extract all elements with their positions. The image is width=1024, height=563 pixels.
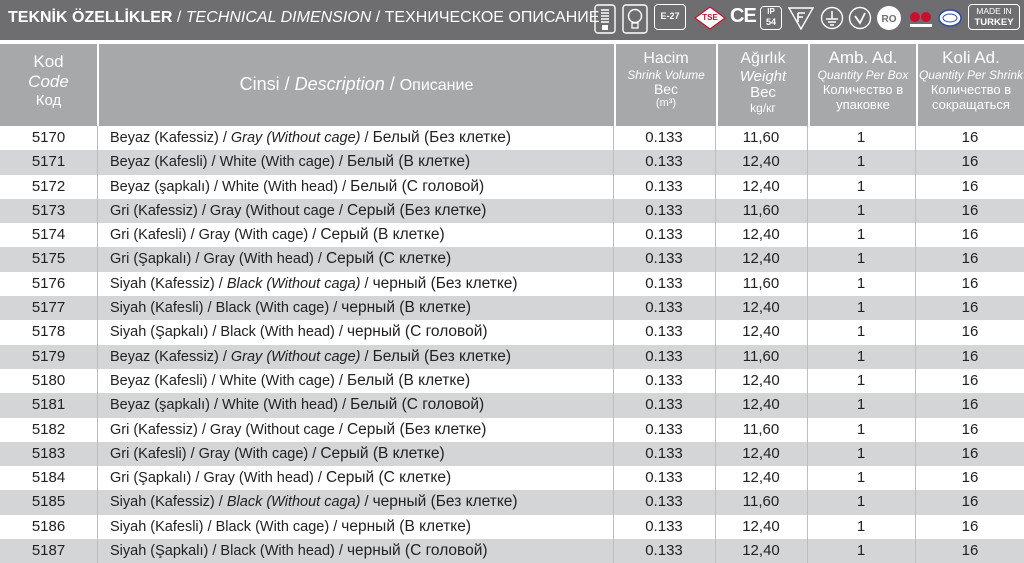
cell-qty-box: 1 — [856, 493, 866, 511]
cell-weight: 11,60 — [742, 420, 780, 438]
desc-ru: черный (В клетке) — [341, 299, 472, 317]
cell-qty-box: 1 — [856, 517, 866, 535]
col-koli-en: Quantity Per Shrink — [918, 68, 1024, 82]
cell-weight: 12,40 — [742, 250, 780, 268]
desc-sep-2: / — [360, 494, 373, 511]
desc-sep-2: / — [334, 543, 347, 560]
cell-weight: 12,40 — [742, 177, 780, 195]
desc-sep-1: / — [214, 275, 227, 292]
oval-mark-icon — [938, 8, 962, 28]
desc-en: Black (With cage) — [215, 300, 330, 317]
desc-ru: Серый (В клетке) — [320, 444, 445, 462]
desc-sep-2: / — [313, 470, 326, 487]
desc-tr: Siyah (Şapkalı) — [110, 324, 209, 341]
cell-weight: 12,40 — [742, 517, 780, 535]
desc-sep-2: / — [338, 397, 351, 414]
desc-ru: Серый (В клетке) — [320, 226, 445, 244]
cell-weight: 12,40 — [742, 542, 780, 560]
cell-description — [98, 247, 613, 271]
desc-en: Gray (With cage) — [198, 227, 309, 244]
earth-ground-icon — [820, 6, 844, 30]
desc-tr: Siyah (Kafesli) — [110, 300, 204, 317]
table-row — [0, 369, 1024, 393]
cell-volume: 0.133 — [645, 347, 683, 365]
desc-sep-1: / — [186, 227, 199, 244]
desc-sep-1: / — [203, 518, 216, 535]
verified-check-icon — [848, 6, 872, 30]
col-desc-sep-1: / — [279, 74, 295, 94]
cell-qty-box: 1 — [856, 347, 866, 365]
table-row — [0, 539, 1024, 563]
cell-volume: 0.133 — [645, 226, 683, 244]
cell-qty-shrink: 16 — [961, 201, 979, 219]
cell-qty-box: 1 — [856, 542, 866, 560]
cell-volume: 0.133 — [645, 153, 683, 171]
e27-badge: E-27 — [654, 4, 686, 30]
cell-qty-shrink: 16 — [961, 493, 979, 511]
table-header — [0, 44, 1024, 126]
cell-code: 5178 — [31, 323, 66, 341]
table-row — [0, 490, 1024, 514]
table-row — [0, 418, 1024, 442]
cell-code: 5183 — [31, 444, 66, 462]
desc-tr: Siyah (Kafessiz) — [110, 275, 215, 292]
desc-ru: Белый (В клетке) — [346, 371, 471, 389]
cell-weight: 12,40 — [742, 371, 780, 389]
page-title — [8, 0, 599, 40]
title-sep-1: / — [172, 9, 186, 26]
certification-icons — [590, 0, 1024, 40]
cell-qty-box: 1 — [856, 396, 866, 414]
cell-code: 5181 — [31, 396, 66, 414]
cell-qty-box: 1 — [856, 177, 866, 195]
f-mark-icon — [788, 6, 814, 30]
cell-qty-shrink: 16 — [961, 299, 979, 317]
desc-sep-2: / — [360, 130, 373, 146]
table-row — [0, 393, 1024, 417]
pct-mark-text: RO — [881, 14, 897, 25]
desc-tr: Siyah (Kafesli) — [110, 518, 204, 535]
cell-description — [98, 223, 613, 247]
title-ru: ТЕХНИЧЕСКОЕ ОПИСАНИЕ — [384, 9, 600, 26]
desc-sep-2: / — [329, 518, 342, 535]
cell-qty-box: 1 — [856, 274, 866, 292]
desc-tr: Gri (Kafesli) — [110, 445, 187, 462]
table-row — [0, 272, 1024, 296]
desc-en: White (With head) — [222, 397, 339, 414]
cell-description — [98, 539, 613, 563]
title-bar — [0, 0, 1024, 40]
cell-volume: 0.133 — [645, 396, 683, 414]
desc-en: Black (With head) — [220, 543, 335, 560]
col-desc-tr: Cinsi — [239, 74, 280, 94]
desc-sep-2: / — [334, 202, 347, 219]
col-wt-tr: Ağırlık — [740, 50, 786, 67]
cell-qty-shrink: 16 — [961, 153, 979, 171]
col-desc-ru: Описание — [399, 77, 474, 94]
desc-en: Black (Without caga) — [226, 275, 361, 292]
desc-sep-1: / — [207, 154, 220, 171]
desc-sep-1: / — [218, 130, 231, 146]
col-header-desc — [97, 44, 614, 126]
desc-tr: Beyaz (şapkalı) — [110, 178, 210, 195]
cell-qty-shrink: 16 — [961, 250, 979, 268]
ip-badge — [760, 6, 782, 30]
cell-code: 5176 — [31, 274, 66, 292]
cell-weight: 12,40 — [742, 226, 780, 244]
cell-qty-shrink: 16 — [961, 347, 979, 365]
desc-ru: Белый (Без клетке) — [372, 129, 511, 146]
desc-sep-2: / — [360, 275, 373, 292]
cell-description — [98, 442, 613, 466]
desc-tr: Beyaz (Kafesli) — [110, 372, 208, 389]
cell-qty-shrink: 16 — [961, 396, 979, 414]
cell-description — [98, 490, 613, 514]
col-vol-ru: Вес — [653, 81, 679, 97]
cell-qty-box: 1 — [856, 201, 866, 219]
cell-code: 5185 — [31, 493, 66, 511]
cell-volume: 0.133 — [645, 201, 683, 219]
desc-tr: Gri (Şapkalı) — [110, 470, 192, 487]
title-sep-2: / — [371, 9, 385, 26]
cell-qty-box: 1 — [856, 226, 866, 244]
desc-sep-2: / — [334, 421, 347, 438]
desc-ru: Серый (Без клетке) — [346, 201, 487, 219]
table-row — [0, 442, 1024, 466]
cell-qty-box: 1 — [856, 323, 866, 341]
desc-en: White (With cage) — [219, 154, 335, 171]
cell-code: 5177 — [31, 299, 66, 317]
cell-weight: 12,40 — [742, 153, 780, 171]
ce-mark: CE — [730, 5, 756, 27]
desc-ru: черный (В клетке) — [341, 517, 472, 535]
cell-description — [98, 320, 613, 344]
cell-description — [98, 418, 613, 442]
desc-en: White (With cage) — [219, 372, 335, 389]
desc-en: Black (With cage) — [215, 518, 330, 535]
desc-sep-1: / — [214, 494, 227, 511]
desc-tr: Gri (Kafessiz) — [110, 202, 198, 219]
cell-qty-shrink: 16 — [961, 274, 979, 292]
cell-description — [98, 393, 613, 417]
desc-ru: черный (Без клетке) — [372, 493, 518, 511]
cell-qty-shrink: 16 — [961, 517, 979, 535]
desc-ru: Белый (В клетке) — [346, 153, 471, 171]
desc-sep-1: / — [191, 251, 204, 268]
desc-en: Gray (Without cage — [209, 421, 335, 438]
col-wt-unit: kg/кг — [750, 101, 776, 115]
desc-en: Gray (Without cage) — [230, 348, 361, 365]
desc-en: Black (With head) — [220, 324, 335, 341]
desc-sep-1: / — [197, 202, 210, 219]
cell-code: 5179 — [31, 347, 66, 365]
cell-code: 5174 — [31, 226, 66, 244]
cell-description — [98, 150, 613, 174]
desc-sep-2: / — [338, 178, 351, 195]
desc-sep-1: / — [209, 397, 223, 414]
country-label: TURKEY — [974, 17, 1014, 28]
cell-description — [98, 345, 613, 369]
table-row — [0, 345, 1024, 369]
ip-rating: 54 — [765, 17, 776, 27]
cell-description — [98, 466, 613, 490]
cell-volume: 0.133 — [645, 444, 683, 462]
cell-description — [98, 199, 613, 223]
desc-sep-2: / — [360, 348, 373, 365]
cell-qty-shrink: 16 — [961, 444, 979, 462]
col-header-code — [0, 44, 97, 126]
desc-tr: Beyaz (Kafessiz) — [110, 130, 219, 146]
table-row — [0, 320, 1024, 344]
cell-code: 5187 — [31, 542, 66, 560]
table-row — [0, 223, 1024, 247]
cell-description — [98, 369, 613, 393]
col-header-koli — [916, 44, 1024, 126]
col-vol-unit: (m³) — [655, 97, 677, 109]
desc-ru: черный (С головой) — [346, 542, 488, 560]
desc-sep-2: / — [334, 154, 347, 171]
desc-ru: Белый (С головой) — [350, 177, 485, 195]
cell-code: 5180 — [31, 371, 66, 389]
cell-description — [98, 272, 613, 296]
col-vol-en: Shrink Volume — [627, 68, 705, 82]
desc-en: Gray (Without cage) — [230, 130, 361, 146]
cell-code: 5173 — [31, 201, 66, 219]
table-row — [0, 175, 1024, 199]
desc-ru: черный (С головой) — [346, 323, 488, 341]
cell-code: 5184 — [31, 469, 66, 487]
cell-qty-shrink: 16 — [961, 177, 979, 195]
cell-description — [98, 126, 613, 150]
cell-volume: 0.133 — [645, 371, 683, 389]
bulb-icon — [622, 4, 648, 34]
made-in-turkey-badge — [968, 4, 1020, 30]
desc-sep-2: / — [313, 251, 326, 268]
cell-volume: 0.133 — [645, 517, 683, 535]
cell-volume: 0.133 — [645, 542, 683, 560]
desc-sep-1: / — [186, 445, 199, 462]
cell-qty-box: 1 — [856, 299, 866, 317]
desc-sep-2: / — [334, 324, 347, 341]
cell-code: 5182 — [31, 420, 66, 438]
col-desc-en: Description — [294, 74, 385, 94]
desc-en: White (With head) — [222, 178, 339, 195]
desc-tr: Beyaz (Kafesli) — [110, 154, 208, 171]
col-code-ru: Код — [35, 92, 62, 109]
col-koli-ru: Количество в сокращаться — [930, 82, 1012, 112]
title-tr: TEKNİK ÖZELLİKLER — [8, 9, 173, 26]
col-vol-tr: Hacim — [643, 50, 689, 67]
desc-sep-1: / — [208, 543, 221, 560]
cell-qty-box: 1 — [856, 153, 866, 171]
table-row — [0, 247, 1024, 271]
desc-sep-2: / — [308, 227, 321, 244]
cell-weight: 11,60 — [742, 347, 780, 365]
cell-volume: 0.133 — [645, 129, 683, 146]
desc-sep-2: / — [329, 300, 342, 317]
cell-code: 5186 — [31, 517, 66, 535]
desc-sep-2: / — [308, 445, 321, 462]
desc-sep-1: / — [207, 372, 220, 389]
cell-weight: 12,40 — [742, 444, 780, 462]
desc-en: Gray (With head) — [203, 470, 314, 487]
cell-weight: 11,60 — [742, 493, 780, 511]
col-header-volume — [614, 44, 716, 126]
cell-volume: 0.133 — [645, 274, 683, 292]
desc-en: Black (Without caga) — [226, 494, 361, 511]
cell-qty-shrink: 16 — [961, 226, 979, 244]
desc-sep-1: / — [197, 421, 210, 438]
desc-tr: Gri (Kafessiz) — [110, 421, 198, 438]
tse-label: TSE — [702, 13, 718, 22]
made-in-label: MADE IN — [976, 6, 1012, 16]
desc-tr: Beyaz (Kafessiz) — [110, 348, 219, 365]
cell-code: 5172 — [31, 177, 66, 195]
table-row — [0, 466, 1024, 490]
desc-sep-1: / — [208, 324, 221, 341]
desc-tr: Gri (Kafesli) — [110, 227, 187, 244]
desc-sep-1: / — [191, 470, 204, 487]
cell-qty-box: 1 — [856, 444, 866, 462]
cell-weight: 12,40 — [742, 469, 780, 487]
col-amb-en: Quantity Per Box — [817, 68, 909, 82]
desc-ru: Белый (С головой) — [350, 396, 485, 414]
cell-qty-box: 1 — [856, 420, 866, 438]
desc-en: Gray (Without cage — [209, 202, 335, 219]
cell-volume: 0.133 — [645, 323, 683, 341]
desc-ru: Серый (С клетке) — [325, 469, 452, 487]
col-wt-en: Weight — [739, 68, 787, 85]
cell-weight: 12,40 — [742, 396, 780, 414]
energy-saving-bulb-icon — [594, 4, 616, 34]
cell-qty-box: 1 — [856, 371, 866, 389]
cell-code: 5175 — [31, 250, 66, 268]
col-header-amb — [808, 44, 916, 126]
desc-sep-2: / — [334, 372, 347, 389]
desc-tr: Siyah (Kafessiz) — [110, 494, 215, 511]
cell-qty-shrink: 16 — [961, 469, 979, 487]
desc-ru: Серый (Без клетке) — [346, 420, 487, 438]
col-koli-tr: Koli Ad. — [942, 48, 1000, 67]
col-desc-sep-2: / — [384, 74, 400, 94]
desc-ru: Белый (Без клетке) — [372, 347, 511, 365]
desc-tr: Gri (Şapkalı) — [110, 251, 192, 268]
cell-description — [98, 515, 613, 539]
ip-label: IP — [767, 7, 775, 16]
cell-qty-box: 1 — [856, 129, 866, 146]
cell-code: 5170 — [31, 129, 66, 146]
col-header-weight — [716, 44, 808, 126]
cell-code: 5171 — [31, 153, 66, 171]
cell-qty-shrink: 16 — [961, 420, 979, 438]
col-amb-ru: Количество в упаковке — [822, 82, 904, 112]
cell-volume: 0.133 — [645, 250, 683, 268]
col-amb-tr: Amb. Ad. — [828, 48, 898, 67]
desc-sep-1: / — [203, 300, 216, 317]
cell-volume: 0.133 — [645, 177, 683, 195]
desc-en: Gray (With cage) — [198, 445, 309, 462]
table-row — [0, 515, 1024, 539]
cell-qty-shrink: 16 — [961, 323, 979, 341]
cell-weight: 12,40 — [742, 323, 780, 341]
table-body — [0, 126, 1024, 563]
desc-tr: Siyah (Şapkalı) — [110, 543, 209, 560]
cell-weight: 11,60 — [742, 274, 780, 292]
title-en: TECHNICAL DIMENSION — [185, 9, 372, 26]
desc-en: Gray (With head) — [203, 251, 314, 268]
cell-volume: 0.133 — [645, 469, 683, 487]
desc-sep-1: / — [218, 348, 231, 365]
table-row — [0, 126, 1024, 150]
cell-volume: 0.133 — [645, 493, 683, 511]
cell-qty-box: 1 — [856, 469, 866, 487]
cell-description — [98, 296, 613, 320]
col-code-en: Code — [28, 72, 69, 91]
cell-qty-box: 1 — [856, 250, 866, 268]
cell-qty-shrink: 16 — [961, 371, 979, 389]
cell-weight: 11,60 — [742, 201, 780, 219]
cell-description — [98, 175, 613, 199]
cell-qty-shrink: 16 — [961, 129, 979, 146]
certification-mark-icon — [908, 8, 934, 30]
pct-mark-icon — [876, 5, 902, 31]
table-row — [0, 199, 1024, 223]
table-row — [0, 296, 1024, 320]
cell-weight: 11,60 — [742, 129, 780, 146]
col-desc-label — [99, 74, 614, 95]
cell-volume: 0.133 — [645, 420, 683, 438]
cell-weight: 12,40 — [742, 299, 780, 317]
desc-ru: черный (Без клетке) — [372, 274, 518, 292]
desc-tr: Beyaz (şapkalı) — [110, 397, 210, 414]
col-wt-ru: Вес — [750, 84, 776, 101]
cell-qty-shrink: 16 — [961, 542, 979, 560]
cell-volume: 0.133 — [645, 299, 683, 317]
col-code-tr: Kod — [33, 52, 64, 71]
desc-ru: Серый (С клетке) — [325, 250, 452, 268]
desc-sep-1: / — [209, 178, 223, 195]
table-row — [0, 150, 1024, 174]
